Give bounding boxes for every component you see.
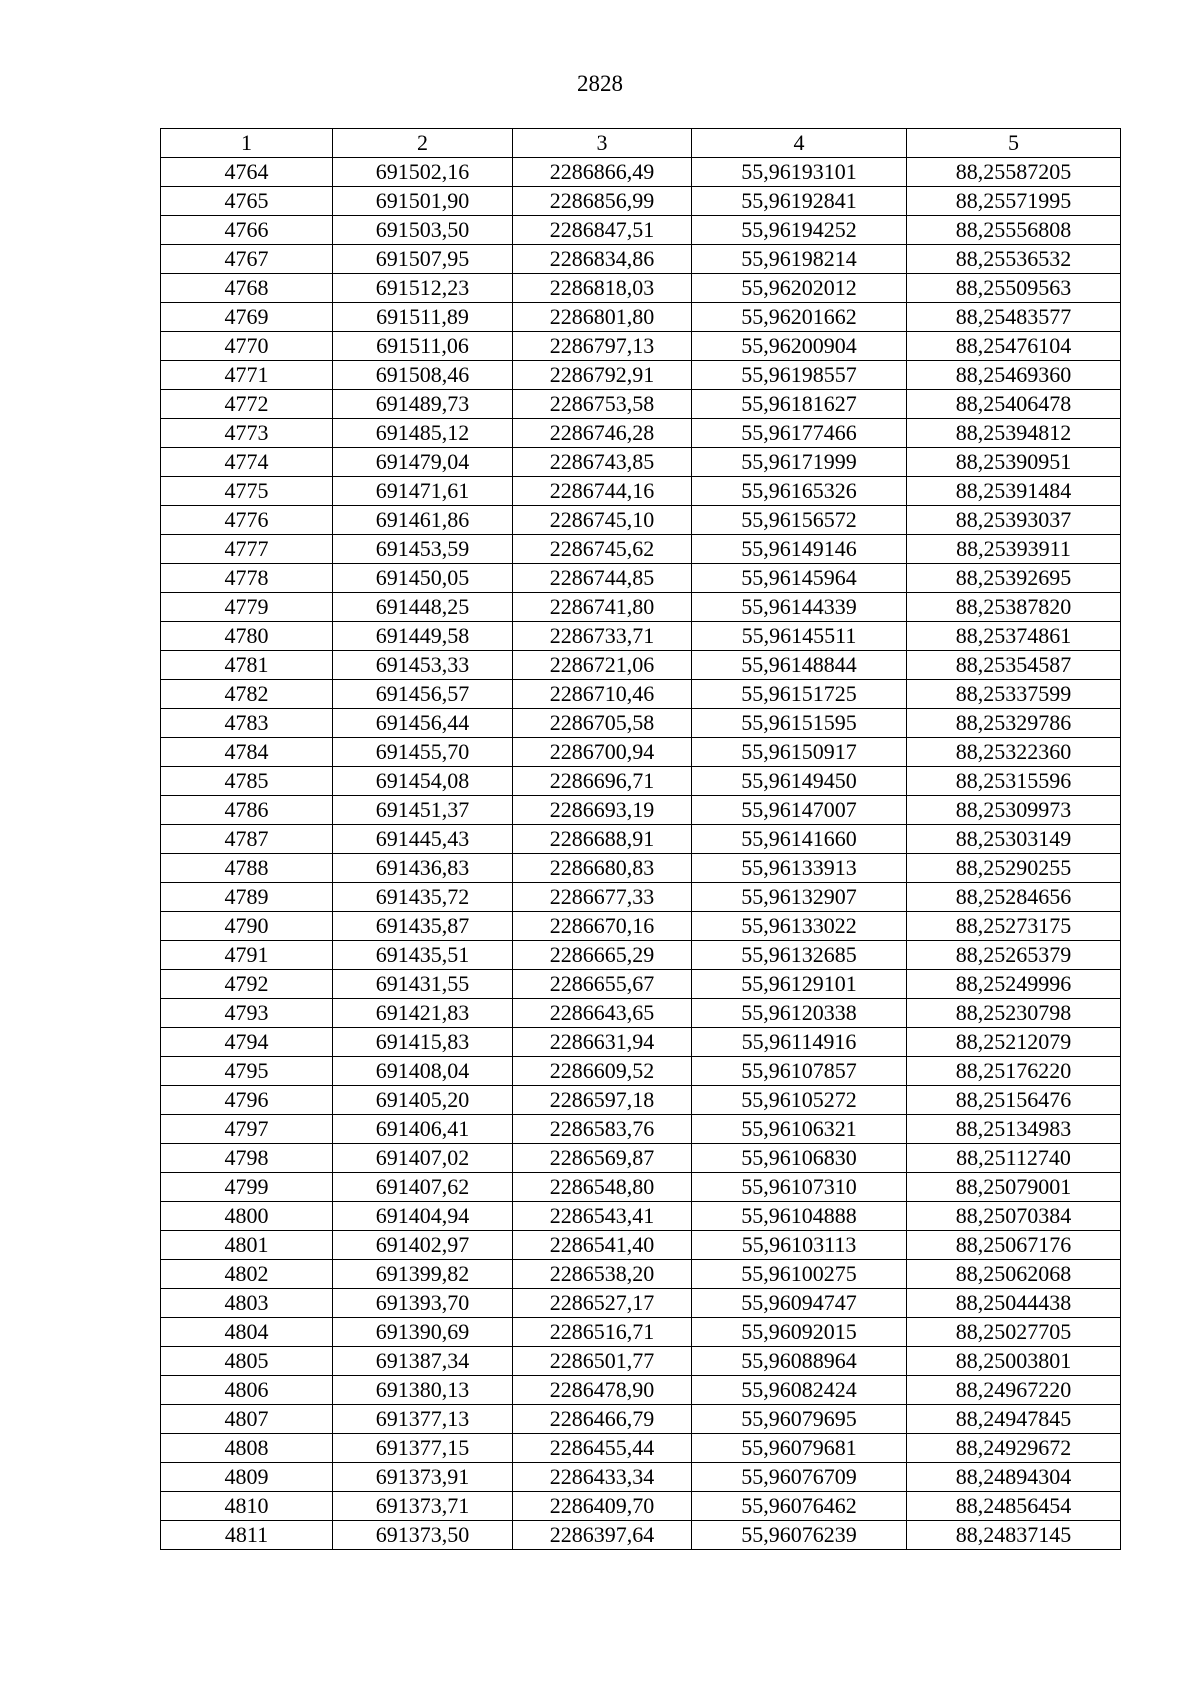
table-cell: 2286516,71 xyxy=(513,1318,692,1347)
table-cell: 4809 xyxy=(161,1463,333,1492)
table-cell: 2286744,16 xyxy=(513,477,692,506)
table-cell: 691512,23 xyxy=(333,274,513,303)
table-cell: 88,25309973 xyxy=(907,796,1121,825)
table-cell: 4786 xyxy=(161,796,333,825)
table-cell: 691390,69 xyxy=(333,1318,513,1347)
table-cell: 88,25284656 xyxy=(907,883,1121,912)
table-cell: 55,96150917 xyxy=(692,738,907,767)
table-cell: 88,25062068 xyxy=(907,1260,1121,1289)
table-row xyxy=(161,1086,1121,1115)
table-cell: 4776 xyxy=(161,506,333,535)
table-cell: 691453,33 xyxy=(333,651,513,680)
table-cell: 2286753,58 xyxy=(513,390,692,419)
table-cell: 4766 xyxy=(161,216,333,245)
table-cell: 4792 xyxy=(161,970,333,999)
table-cell: 55,96177466 xyxy=(692,419,907,448)
table-cell: 88,25176220 xyxy=(907,1057,1121,1086)
table-cell: 55,96106830 xyxy=(692,1144,907,1173)
table-cell: 2286743,85 xyxy=(513,448,692,477)
table-row xyxy=(161,593,1121,622)
header-row xyxy=(161,129,1121,158)
table-cell: 4795 xyxy=(161,1057,333,1086)
table-cell: 88,25393911 xyxy=(907,535,1121,564)
table-cell: 2286455,44 xyxy=(513,1434,692,1463)
table-cell: 55,96076239 xyxy=(692,1521,907,1550)
table-cell: 88,25483577 xyxy=(907,303,1121,332)
table-cell: 4770 xyxy=(161,332,333,361)
table-cell: 55,96192841 xyxy=(692,187,907,216)
table-cell: 88,24929672 xyxy=(907,1434,1121,1463)
table-row xyxy=(161,1318,1121,1347)
table-cell: 691408,04 xyxy=(333,1057,513,1086)
table-cell: 691511,89 xyxy=(333,303,513,332)
column-header: 2 xyxy=(333,129,513,158)
table-cell: 691508,46 xyxy=(333,361,513,390)
table-cell: 88,25374861 xyxy=(907,622,1121,651)
table-cell: 2286834,86 xyxy=(513,245,692,274)
table-cell: 88,25390951 xyxy=(907,448,1121,477)
table-cell: 691435,72 xyxy=(333,883,513,912)
table-cell: 4789 xyxy=(161,883,333,912)
table-cell: 691455,70 xyxy=(333,738,513,767)
table-cell: 55,96144339 xyxy=(692,593,907,622)
table-cell: 691393,70 xyxy=(333,1289,513,1318)
table-cell: 55,96107857 xyxy=(692,1057,907,1086)
table-row xyxy=(161,1173,1121,1202)
table-cell: 2286677,33 xyxy=(513,883,692,912)
table-cell: 55,96198557 xyxy=(692,361,907,390)
table-cell: 55,96132685 xyxy=(692,941,907,970)
table-cell: 691456,44 xyxy=(333,709,513,738)
table-row xyxy=(161,506,1121,535)
table-cell: 691415,83 xyxy=(333,1028,513,1057)
table-row xyxy=(161,622,1121,651)
column-header: 4 xyxy=(692,129,907,158)
table-row xyxy=(161,332,1121,361)
table-cell: 4785 xyxy=(161,767,333,796)
table-cell: 691507,95 xyxy=(333,245,513,274)
table-cell: 4767 xyxy=(161,245,333,274)
table-cell: 88,25587205 xyxy=(907,158,1121,187)
table-row xyxy=(161,999,1121,1028)
table-cell: 691421,83 xyxy=(333,999,513,1028)
coordinates-table xyxy=(160,128,1121,1550)
table-cell: 55,96181627 xyxy=(692,390,907,419)
table-cell: 691454,08 xyxy=(333,767,513,796)
table-cell: 4793 xyxy=(161,999,333,1028)
table-cell: 691380,13 xyxy=(333,1376,513,1405)
table-cell: 88,25509563 xyxy=(907,274,1121,303)
table-row xyxy=(161,187,1121,216)
table-cell: 2286501,77 xyxy=(513,1347,692,1376)
table-cell: 55,96202012 xyxy=(692,274,907,303)
table-cell: 4801 xyxy=(161,1231,333,1260)
table-cell: 2286700,94 xyxy=(513,738,692,767)
table-cell: 88,25393037 xyxy=(907,506,1121,535)
table-cell: 2286746,28 xyxy=(513,419,692,448)
table-cell: 88,25265379 xyxy=(907,941,1121,970)
table-cell: 2286688,91 xyxy=(513,825,692,854)
table-row xyxy=(161,738,1121,767)
table-row xyxy=(161,245,1121,274)
table-row xyxy=(161,854,1121,883)
table-cell: 691406,41 xyxy=(333,1115,513,1144)
table-cell: 88,25249996 xyxy=(907,970,1121,999)
table-row xyxy=(161,564,1121,593)
table-cell: 55,96149450 xyxy=(692,767,907,796)
table-row xyxy=(161,158,1121,187)
table-cell: 4782 xyxy=(161,680,333,709)
table-row xyxy=(161,1115,1121,1144)
table-cell: 2286797,13 xyxy=(513,332,692,361)
table-cell: 55,96147007 xyxy=(692,796,907,825)
table-cell: 55,96194252 xyxy=(692,216,907,245)
table-cell: 691511,06 xyxy=(333,332,513,361)
table-cell: 2286569,87 xyxy=(513,1144,692,1173)
table-cell: 691456,57 xyxy=(333,680,513,709)
table-row xyxy=(161,1144,1121,1173)
table-cell: 2286680,83 xyxy=(513,854,692,883)
table-cell: 4775 xyxy=(161,477,333,506)
table-cell: 88,25044438 xyxy=(907,1289,1121,1318)
table-row xyxy=(161,216,1121,245)
table-cell: 88,24967220 xyxy=(907,1376,1121,1405)
table-cell: 55,96171999 xyxy=(692,448,907,477)
table-cell: 2286744,85 xyxy=(513,564,692,593)
table-cell: 88,25536532 xyxy=(907,245,1121,274)
table-cell: 4764 xyxy=(161,158,333,187)
table-row xyxy=(161,419,1121,448)
table-cell: 2286543,41 xyxy=(513,1202,692,1231)
table-cell: 2286818,03 xyxy=(513,274,692,303)
table-cell: 88,25067176 xyxy=(907,1231,1121,1260)
table-cell: 691387,34 xyxy=(333,1347,513,1376)
table-cell: 2286856,99 xyxy=(513,187,692,216)
table-cell: 691485,12 xyxy=(333,419,513,448)
table-cell: 4780 xyxy=(161,622,333,651)
table-cell: 2286866,49 xyxy=(513,158,692,187)
table-row xyxy=(161,1492,1121,1521)
table-cell: 691445,43 xyxy=(333,825,513,854)
table-cell: 4779 xyxy=(161,593,333,622)
table-cell: 4790 xyxy=(161,912,333,941)
table-row xyxy=(161,941,1121,970)
table-cell: 4797 xyxy=(161,1115,333,1144)
table-cell: 88,24856454 xyxy=(907,1492,1121,1521)
table-cell: 4811 xyxy=(161,1521,333,1550)
table-cell: 4800 xyxy=(161,1202,333,1231)
table-cell: 55,96151595 xyxy=(692,709,907,738)
table-cell: 691377,13 xyxy=(333,1405,513,1434)
table-cell: 55,96082424 xyxy=(692,1376,907,1405)
table-row xyxy=(161,912,1121,941)
table-cell: 55,96092015 xyxy=(692,1318,907,1347)
table-cell: 691377,15 xyxy=(333,1434,513,1463)
table-cell: 55,96149146 xyxy=(692,535,907,564)
table-cell: 55,96200904 xyxy=(692,332,907,361)
table-cell: 4799 xyxy=(161,1173,333,1202)
table-cell: 4807 xyxy=(161,1405,333,1434)
table-cell: 691503,50 xyxy=(333,216,513,245)
table-cell: 88,25079001 xyxy=(907,1173,1121,1202)
table-cell: 55,96076462 xyxy=(692,1492,907,1521)
table-cell: 2286597,18 xyxy=(513,1086,692,1115)
table-cell: 691451,37 xyxy=(333,796,513,825)
table-cell: 55,96129101 xyxy=(692,970,907,999)
table-cell: 88,25476104 xyxy=(907,332,1121,361)
table-row xyxy=(161,1202,1121,1231)
table-cell: 4777 xyxy=(161,535,333,564)
table-cell: 2286631,94 xyxy=(513,1028,692,1057)
table-row xyxy=(161,796,1121,825)
table-cell: 55,96079681 xyxy=(692,1434,907,1463)
table-cell: 691501,90 xyxy=(333,187,513,216)
table-cell: 4783 xyxy=(161,709,333,738)
table-cell: 88,25571995 xyxy=(907,187,1121,216)
table-row xyxy=(161,709,1121,738)
table-cell: 88,25329786 xyxy=(907,709,1121,738)
table-cell: 55,96193101 xyxy=(692,158,907,187)
table-cell: 55,96088964 xyxy=(692,1347,907,1376)
table-cell: 691405,20 xyxy=(333,1086,513,1115)
table-cell: 55,96148844 xyxy=(692,651,907,680)
table-row xyxy=(161,1434,1121,1463)
table-cell: 2286721,06 xyxy=(513,651,692,680)
table-cell: 2286710,46 xyxy=(513,680,692,709)
column-header: 3 xyxy=(513,129,692,158)
table-cell: 88,25391484 xyxy=(907,477,1121,506)
table-cell: 88,24947845 xyxy=(907,1405,1121,1434)
table-row xyxy=(161,1405,1121,1434)
table-cell: 4804 xyxy=(161,1318,333,1347)
table-row xyxy=(161,477,1121,506)
table-cell: 55,96156572 xyxy=(692,506,907,535)
table-cell: 88,25406478 xyxy=(907,390,1121,419)
table-cell: 55,96141660 xyxy=(692,825,907,854)
table-cell: 4773 xyxy=(161,419,333,448)
table-cell: 691449,58 xyxy=(333,622,513,651)
table-cell: 55,96100275 xyxy=(692,1260,907,1289)
table-row xyxy=(161,448,1121,477)
table-cell: 4772 xyxy=(161,390,333,419)
table-cell: 88,25156476 xyxy=(907,1086,1121,1115)
table-row xyxy=(161,651,1121,680)
table-cell: 691407,62 xyxy=(333,1173,513,1202)
table-cell: 691373,50 xyxy=(333,1521,513,1550)
table-cell: 88,25354587 xyxy=(907,651,1121,680)
table-row xyxy=(161,535,1121,564)
table-cell: 88,25212079 xyxy=(907,1028,1121,1057)
table-cell: 4794 xyxy=(161,1028,333,1057)
table-cell: 88,25394812 xyxy=(907,419,1121,448)
table-cell: 55,96132907 xyxy=(692,883,907,912)
table-cell: 2286801,80 xyxy=(513,303,692,332)
table-row xyxy=(161,274,1121,303)
table-cell: 2286745,62 xyxy=(513,535,692,564)
table-row xyxy=(161,1260,1121,1289)
table-cell: 2286478,90 xyxy=(513,1376,692,1405)
table-cell: 4771 xyxy=(161,361,333,390)
column-header: 1 xyxy=(161,129,333,158)
table-row xyxy=(161,390,1121,419)
table-cell: 2286665,29 xyxy=(513,941,692,970)
table-cell: 88,25315596 xyxy=(907,767,1121,796)
table-cell: 55,96106321 xyxy=(692,1115,907,1144)
table-cell: 55,96103113 xyxy=(692,1231,907,1260)
table-cell: 55,96145511 xyxy=(692,622,907,651)
table-cell: 88,25134983 xyxy=(907,1115,1121,1144)
table-cell: 4808 xyxy=(161,1434,333,1463)
table-cell: 691373,71 xyxy=(333,1492,513,1521)
table-cell: 4778 xyxy=(161,564,333,593)
table-cell: 4774 xyxy=(161,448,333,477)
table-cell: 4784 xyxy=(161,738,333,767)
table-cell: 4765 xyxy=(161,187,333,216)
table-row xyxy=(161,1289,1121,1318)
table-cell: 2286693,19 xyxy=(513,796,692,825)
table-cell: 55,96079695 xyxy=(692,1405,907,1434)
table-cell: 88,25392695 xyxy=(907,564,1121,593)
table-cell: 88,25112740 xyxy=(907,1144,1121,1173)
table-cell: 691453,59 xyxy=(333,535,513,564)
table-cell: 2286548,80 xyxy=(513,1173,692,1202)
table-cell: 2286745,10 xyxy=(513,506,692,535)
table-cell: 4803 xyxy=(161,1289,333,1318)
table-row xyxy=(161,361,1121,390)
table-cell: 691407,02 xyxy=(333,1144,513,1173)
table-cell: 55,96201662 xyxy=(692,303,907,332)
table-cell: 4781 xyxy=(161,651,333,680)
table-cell: 2286655,67 xyxy=(513,970,692,999)
table-row xyxy=(161,1347,1121,1376)
table-cell: 4806 xyxy=(161,1376,333,1405)
table-cell: 88,24894304 xyxy=(907,1463,1121,1492)
table-cell: 2286583,76 xyxy=(513,1115,692,1144)
table-row xyxy=(161,1521,1121,1550)
table-cell: 2286409,70 xyxy=(513,1492,692,1521)
table-body xyxy=(161,158,1121,1550)
table-cell: 691431,55 xyxy=(333,970,513,999)
table-cell: 4805 xyxy=(161,1347,333,1376)
table-row xyxy=(161,1231,1121,1260)
table-cell: 4802 xyxy=(161,1260,333,1289)
table-cell: 55,96165326 xyxy=(692,477,907,506)
table-cell: 691489,73 xyxy=(333,390,513,419)
table-cell: 88,24837145 xyxy=(907,1521,1121,1550)
table-cell: 691373,91 xyxy=(333,1463,513,1492)
table-cell: 691471,61 xyxy=(333,477,513,506)
table-cell: 55,96107310 xyxy=(692,1173,907,1202)
table-cell: 4768 xyxy=(161,274,333,303)
table-cell: 2286705,58 xyxy=(513,709,692,738)
table-cell: 691404,94 xyxy=(333,1202,513,1231)
table-cell: 88,25556808 xyxy=(907,216,1121,245)
table-cell: 2286670,16 xyxy=(513,912,692,941)
table-cell: 691435,87 xyxy=(333,912,513,941)
table-cell: 2286538,20 xyxy=(513,1260,692,1289)
table-cell: 55,96133022 xyxy=(692,912,907,941)
table-row xyxy=(161,1028,1121,1057)
table-row xyxy=(161,1057,1121,1086)
table-cell: 88,25003801 xyxy=(907,1347,1121,1376)
table-cell: 88,25337599 xyxy=(907,680,1121,709)
table-cell: 88,25070384 xyxy=(907,1202,1121,1231)
table-cell: 2286792,91 xyxy=(513,361,692,390)
table-cell: 2286609,52 xyxy=(513,1057,692,1086)
table-cell: 4769 xyxy=(161,303,333,332)
table-cell: 2286733,71 xyxy=(513,622,692,651)
table-cell: 55,96076709 xyxy=(692,1463,907,1492)
table-cell: 88,25387820 xyxy=(907,593,1121,622)
table-cell: 4810 xyxy=(161,1492,333,1521)
table-cell: 2286433,34 xyxy=(513,1463,692,1492)
column-header: 5 xyxy=(907,129,1121,158)
table-cell: 88,25273175 xyxy=(907,912,1121,941)
table-cell: 4791 xyxy=(161,941,333,970)
table-cell: 88,25290255 xyxy=(907,854,1121,883)
table-cell: 691448,25 xyxy=(333,593,513,622)
table-cell: 55,96104888 xyxy=(692,1202,907,1231)
table-cell: 2286847,51 xyxy=(513,216,692,245)
table-cell: 55,96145964 xyxy=(692,564,907,593)
table-row xyxy=(161,303,1121,332)
table-cell: 88,25027705 xyxy=(907,1318,1121,1347)
table-cell: 55,96198214 xyxy=(692,245,907,274)
table-cell: 691435,51 xyxy=(333,941,513,970)
table-cell: 691399,82 xyxy=(333,1260,513,1289)
table-cell: 88,25469360 xyxy=(907,361,1121,390)
table-cell: 4796 xyxy=(161,1086,333,1115)
table-row xyxy=(161,970,1121,999)
table-cell: 4798 xyxy=(161,1144,333,1173)
page-number: 2828 xyxy=(577,71,623,96)
table-cell: 691436,83 xyxy=(333,854,513,883)
table-cell: 691450,05 xyxy=(333,564,513,593)
table-cell: 88,25303149 xyxy=(907,825,1121,854)
table-cell: 2286527,17 xyxy=(513,1289,692,1318)
table-cell: 2286466,79 xyxy=(513,1405,692,1434)
table-cell: 2286696,71 xyxy=(513,767,692,796)
table-row xyxy=(161,883,1121,912)
table-cell: 55,96120338 xyxy=(692,999,907,1028)
table-cell: 55,96105272 xyxy=(692,1086,907,1115)
table-header xyxy=(161,129,1121,158)
table-cell: 88,25322360 xyxy=(907,738,1121,767)
table-row xyxy=(161,825,1121,854)
table-cell: 691402,97 xyxy=(333,1231,513,1260)
table-row xyxy=(161,680,1121,709)
table-row xyxy=(161,1376,1121,1405)
table-cell: 55,96094747 xyxy=(692,1289,907,1318)
table-cell: 2286397,64 xyxy=(513,1521,692,1550)
table-row xyxy=(161,767,1121,796)
table-cell: 55,96114916 xyxy=(692,1028,907,1057)
table-cell: 88,25230798 xyxy=(907,999,1121,1028)
table-cell: 2286541,40 xyxy=(513,1231,692,1260)
table-cell: 4787 xyxy=(161,825,333,854)
table-row xyxy=(161,1463,1121,1492)
table-cell: 2286643,65 xyxy=(513,999,692,1028)
table-cell: 691479,04 xyxy=(333,448,513,477)
table-cell: 55,96133913 xyxy=(692,854,907,883)
table-cell: 691461,86 xyxy=(333,506,513,535)
table-cell: 55,96151725 xyxy=(692,680,907,709)
table-cell: 2286741,80 xyxy=(513,593,692,622)
table-cell: 691502,16 xyxy=(333,158,513,187)
table-cell: 4788 xyxy=(161,854,333,883)
